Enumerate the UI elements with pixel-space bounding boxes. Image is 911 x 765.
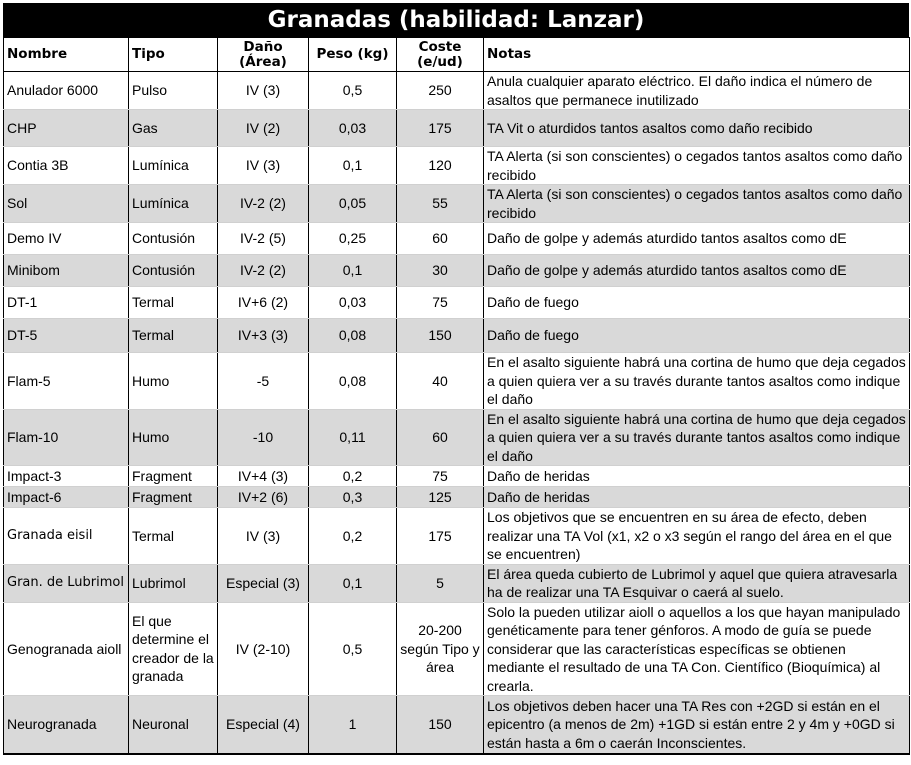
cell-dano: -5 bbox=[218, 353, 309, 410]
cell-notas: Daño de golpe y además aturdido tantos asaltos como dE bbox=[484, 255, 910, 287]
grenades-sheet bbox=[3, 3, 909, 755]
cell-notas: En el asalto siguiente habrá una cortina de humo que deja cegados a quien quiera ver a su través durante tantos asaltos como indique el daño bbox=[484, 353, 910, 410]
table-row bbox=[4, 185, 910, 223]
cell-nombre: Gran. de Lubrimol bbox=[4, 564, 129, 602]
table-row bbox=[4, 602, 910, 696]
cell-dano: -10 bbox=[218, 409, 309, 466]
cell-peso: 0,05 bbox=[309, 185, 397, 223]
cell-dano: IV (3) bbox=[218, 147, 309, 185]
cell-coste: 5 bbox=[397, 564, 484, 602]
table-row bbox=[4, 255, 910, 287]
cell-notas: El área queda cubierto de Lubrimol y aquel que quiera atravesarla ha de realizar una TA Esquivar o caerá al suelo. bbox=[484, 564, 910, 602]
table-row bbox=[4, 287, 910, 319]
cell-peso: 0,2 bbox=[309, 466, 397, 487]
table-row bbox=[4, 223, 910, 255]
cell-peso: 0,1 bbox=[309, 564, 397, 602]
cell-notas: Solo la pueden utilizar aioll o aquellos a los que hayan manipulado genéticamente para tener génforos. A modo de guía se puede considerar que las características específicas se obtienen mediante el resultado de una TA Con. Científico (Bioquímica) al crearla. bbox=[484, 602, 910, 696]
cell-notas: Anula cualquier aparato eléctrico. El daño indica el número de asaltos que permanece inutilizado bbox=[484, 72, 910, 110]
cell-notas: TA Alerta (si son conscientes) o cegados tantos asaltos como daño recibido bbox=[484, 185, 910, 223]
table-row bbox=[4, 72, 910, 110]
cell-nombre: Minibom bbox=[4, 255, 129, 287]
cell-nombre: Anulador 6000 bbox=[4, 72, 129, 110]
cell-nombre: Sol bbox=[4, 185, 129, 223]
cell-dano: IV-2 (2) bbox=[218, 185, 309, 223]
cell-dano: IV+6 (2) bbox=[218, 287, 309, 319]
cell-peso: 0,5 bbox=[309, 602, 397, 696]
cell-nombre: Impact-3 bbox=[4, 466, 129, 487]
cell-dano: IV+3 (3) bbox=[218, 319, 309, 353]
cell-coste: 55 bbox=[397, 185, 484, 223]
cell-notas: Daño de heridas bbox=[484, 487, 910, 508]
cell-tipo: Contusión bbox=[129, 255, 218, 287]
cell-nombre: Flam-10 bbox=[4, 409, 129, 466]
cell-coste: 60 bbox=[397, 223, 484, 255]
cell-coste: 125 bbox=[397, 487, 484, 508]
cell-dano: Especial (4) bbox=[218, 696, 309, 754]
cell-notas: Daño de fuego bbox=[484, 319, 910, 353]
cell-peso: 0,03 bbox=[309, 287, 397, 319]
cell-tipo: Lumínica bbox=[129, 147, 218, 185]
table-row bbox=[4, 110, 910, 147]
cell-tipo: Gas bbox=[129, 110, 218, 147]
cell-coste: 150 bbox=[397, 696, 484, 754]
cell-coste: 75 bbox=[397, 466, 484, 487]
cell-tipo: Lubrimol bbox=[129, 564, 218, 602]
cell-peso: 0,08 bbox=[309, 353, 397, 410]
cell-tipo: Termal bbox=[129, 287, 218, 319]
cell-dano: IV (2) bbox=[218, 110, 309, 147]
cell-coste: 175 bbox=[397, 508, 484, 565]
cell-tipo: Termal bbox=[129, 319, 218, 353]
cell-notas: Daño de fuego bbox=[484, 287, 910, 319]
cell-nombre: Demo IV bbox=[4, 223, 129, 255]
grenades-table bbox=[3, 37, 910, 755]
cell-peso: 0,3 bbox=[309, 487, 397, 508]
cell-peso: 0,2 bbox=[309, 508, 397, 565]
cell-coste: 150 bbox=[397, 319, 484, 353]
table-row bbox=[4, 564, 910, 602]
header-dano: Daño (Área) bbox=[218, 38, 309, 72]
cell-peso: 0,5 bbox=[309, 72, 397, 110]
cell-nombre: Impact-6 bbox=[4, 487, 129, 508]
table-title: Granadas (habilidad: Lanzar) bbox=[3, 3, 909, 37]
cell-notas: TA Vit o aturdidos tantos asaltos como daño recibido bbox=[484, 110, 910, 147]
cell-notas: Daño de heridas bbox=[484, 466, 910, 487]
table-row bbox=[4, 319, 910, 353]
cell-nombre: Flam-5 bbox=[4, 353, 129, 410]
cell-dano: IV (3) bbox=[218, 508, 309, 565]
cell-coste: 175 bbox=[397, 110, 484, 147]
cell-dano: Especial (3) bbox=[218, 564, 309, 602]
table-row bbox=[4, 508, 910, 565]
cell-peso: 0,11 bbox=[309, 409, 397, 466]
header-peso: Peso (kg) bbox=[309, 38, 397, 72]
cell-tipo: Humo bbox=[129, 409, 218, 466]
cell-tipo: El que determine el creador de la granada bbox=[129, 602, 218, 696]
cell-coste: 20-200 según Tipo y área bbox=[397, 602, 484, 696]
cell-peso: 1 bbox=[309, 696, 397, 754]
cell-notas: Daño de golpe y además aturdido tantos asaltos como dE bbox=[484, 223, 910, 255]
cell-peso: 0,1 bbox=[309, 147, 397, 185]
cell-coste: 75 bbox=[397, 287, 484, 319]
header-nombre: Nombre bbox=[4, 38, 129, 72]
table-row bbox=[4, 466, 910, 487]
cell-nombre: Contia 3B bbox=[4, 147, 129, 185]
cell-tipo: Termal bbox=[129, 508, 218, 565]
cell-peso: 0,03 bbox=[309, 110, 397, 147]
cell-tipo: Humo bbox=[129, 353, 218, 410]
cell-peso: 0,25 bbox=[309, 223, 397, 255]
cell-tipo: Fragment bbox=[129, 466, 218, 487]
cell-dano: IV (3) bbox=[218, 72, 309, 110]
cell-nombre: Granada eisil bbox=[4, 508, 129, 565]
cell-notas: Los objetivos deben hacer una TA Res con +2GD si están en el epicentro (a menos de 2m) +1GD si están entre 2 y 4m y +0GD si están hasta a 6m o caerán Inconscientes. bbox=[484, 696, 910, 754]
header-notas: Notas bbox=[484, 38, 910, 72]
cell-coste: 30 bbox=[397, 255, 484, 287]
table-row bbox=[4, 487, 910, 508]
cell-notas: TA Alerta (si son conscientes) o cegados tantos asaltos como daño recibido bbox=[484, 147, 910, 185]
cell-coste: 60 bbox=[397, 409, 484, 466]
cell-tipo: Fragment bbox=[129, 487, 218, 508]
header-coste: Coste (e/ud) bbox=[397, 38, 484, 72]
cell-coste: 40 bbox=[397, 353, 484, 410]
table-row bbox=[4, 696, 910, 754]
table-row bbox=[4, 147, 910, 185]
cell-peso: 0,08 bbox=[309, 319, 397, 353]
cell-nombre: Genogranada aioll bbox=[4, 602, 129, 696]
cell-notas: Los objetivos que se encuentren en su área de efecto, deben realizar una TA Vol (x1, x2 o x3 según el rango del área en el que se encuentren) bbox=[484, 508, 910, 565]
cell-tipo: Lumínica bbox=[129, 185, 218, 223]
cell-dano: IV-2 (5) bbox=[218, 223, 309, 255]
cell-nombre: CHP bbox=[4, 110, 129, 147]
table-row bbox=[4, 409, 910, 466]
cell-tipo: Pulso bbox=[129, 72, 218, 110]
cell-tipo: Contusión bbox=[129, 223, 218, 255]
cell-dano: IV-2 (2) bbox=[218, 255, 309, 287]
cell-dano: IV (2-10) bbox=[218, 602, 309, 696]
cell-nombre: DT-1 bbox=[4, 287, 129, 319]
cell-tipo: Neuronal bbox=[129, 696, 218, 754]
header-row bbox=[4, 38, 910, 72]
cell-notas: En el asalto siguiente habrá una cortina de humo que deja cegados a quien quiera ver a su través durante tantos asaltos como indique el daño bbox=[484, 409, 910, 466]
header-tipo: Tipo bbox=[129, 38, 218, 72]
cell-coste: 250 bbox=[397, 72, 484, 110]
cell-coste: 120 bbox=[397, 147, 484, 185]
cell-nombre: Neurogranada bbox=[4, 696, 129, 754]
cell-dano: IV+2 (6) bbox=[218, 487, 309, 508]
table-row bbox=[4, 353, 910, 410]
cell-nombre: DT-5 bbox=[4, 319, 129, 353]
cell-dano: IV+4 (3) bbox=[218, 466, 309, 487]
cell-peso: 0,1 bbox=[309, 255, 397, 287]
